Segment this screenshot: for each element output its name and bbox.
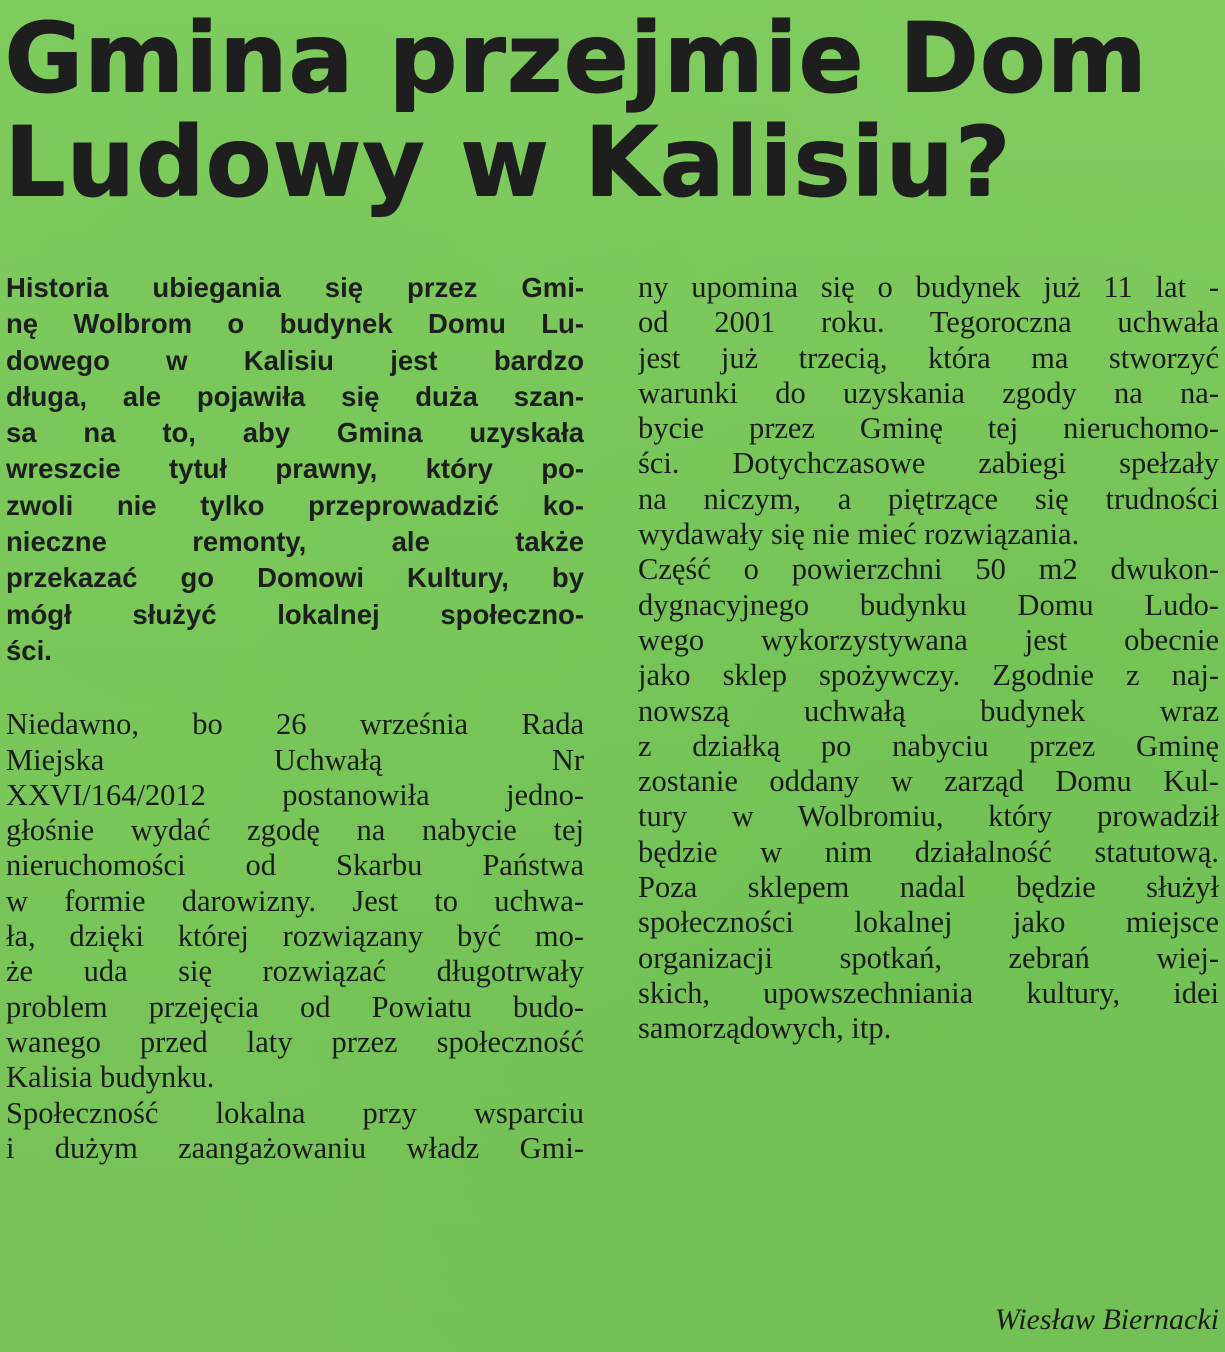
body-line: i dużym zaangażowaniu władz Gmi- (6, 1130, 584, 1165)
body-paragraph (638, 270, 1219, 552)
body-line: w formie darowizny. Jest to uchwa- (6, 883, 584, 918)
body-line: samorządowych, itp. (638, 1011, 892, 1046)
body-line: wanego przed laty przez społeczność (6, 1024, 584, 1059)
lead-line: ści. (6, 634, 52, 666)
body-line: bycie przez Gminę tej nieruchomo- (638, 411, 1219, 446)
lead-line: wreszcie tytuł prawny, który po- (6, 453, 584, 485)
body-line: zostanie oddany w zarząd Domu Kul- (638, 764, 1219, 799)
body-line: Poza sklepem nadal będzie służył (638, 870, 1219, 905)
body-line: ny upomina się o budynek już 11 lat - (638, 270, 1219, 304)
body-line: Niedawno, bo 26 września Rada (6, 707, 584, 742)
body-paragraph (6, 1096, 584, 1167)
body-line: będzie w nim działalność statutową. (638, 834, 1219, 869)
body-line: z działką po nabyciu przez Gminę (638, 728, 1219, 763)
body-line: Miejska Uchwałą Nr (6, 742, 584, 777)
body-line: głośnie wydać zgodę na nabycie tej (6, 813, 584, 848)
body-line: nowszą uchwałą budynek wraz (638, 693, 1219, 728)
body-line: Społeczność lokalna przy wsparciu (6, 1095, 584, 1130)
lead-line: nę Wolbrom o budynek Domu Lu- (6, 308, 584, 340)
body-line: wydawały się nie mieć rozwiązania. (638, 517, 1080, 552)
body-line: problem przejęcia od Powiatu budo- (6, 989, 584, 1024)
body-line: jest już trzecią, która ma stworzyć (638, 340, 1219, 375)
body-line: Część o powierzchni 50 m2 dwukon- (638, 552, 1219, 587)
body-line: jako sklep spożywczy. Zgodnie z naj- (638, 658, 1219, 693)
body-line: ła, dzięki której rozwiązany być mo- (6, 919, 584, 954)
body-line: społeczności lokalnej jako miejsce (638, 905, 1219, 940)
lead-line: dowego w Kalisiu jest bardzo (6, 344, 584, 376)
lead-line: Historia ubiegania się przez Gmi- (6, 272, 584, 303)
body-line: XXVI/164/2012 postanowiła jedno- (6, 777, 584, 812)
body-line: od 2001 roku. Tegoroczna uchwała (638, 305, 1219, 340)
right-column (638, 270, 1219, 1047)
body-line: Kalisia budynku. (6, 1060, 215, 1095)
lead-line: sa na to, aby Gmina uzyskała (6, 417, 584, 449)
body-paragraph (6, 707, 584, 1095)
body-line: skich, upowszechniania kultury, idei (638, 975, 1219, 1010)
body-line: ści. Dotychczasowe zabiegi spełzały (638, 446, 1219, 481)
lead-line: przekazać go Domowi Kultury, by (6, 562, 584, 594)
spacer (6, 669, 584, 707)
lead-line: nieczne remonty, ale także (6, 526, 584, 558)
author-byline: Wiesław Biernacki (994, 1303, 1219, 1336)
lead-line: długa, ale pojawiła się duża szan- (6, 380, 584, 412)
body-line: na niczym, a piętrzące się trudności (638, 481, 1219, 516)
lead-line: mógł służyć lokalnej społeczno- (6, 598, 584, 630)
body-line: wego wykorzystywana jest obecnie (638, 622, 1219, 657)
headline-line: Ludowy w Kalisiu? (4, 106, 1012, 218)
headline (4, 2, 1219, 218)
body-line: warunki do uzyskania zgody na na- (638, 375, 1219, 410)
left-column (6, 270, 584, 1166)
body-line: że uda się rozwiązać długotrwały (6, 954, 584, 989)
body-paragraph (638, 552, 1219, 1046)
body-line: nieruchomości od Skarbu Państwa (6, 848, 584, 883)
lead-line: zwoli nie tylko przeprowadzić ko- (6, 489, 584, 521)
body-line: organizacji spotkań, zebrań wiej- (638, 940, 1219, 975)
headline-line: Gmina przejmie Dom (4, 2, 1148, 114)
body-line: tury w Wolbromiu, który prowadził (638, 799, 1219, 834)
body-line: dygnacyjnego budynku Domu Ludo- (638, 587, 1219, 622)
lead-paragraph (6, 270, 584, 669)
